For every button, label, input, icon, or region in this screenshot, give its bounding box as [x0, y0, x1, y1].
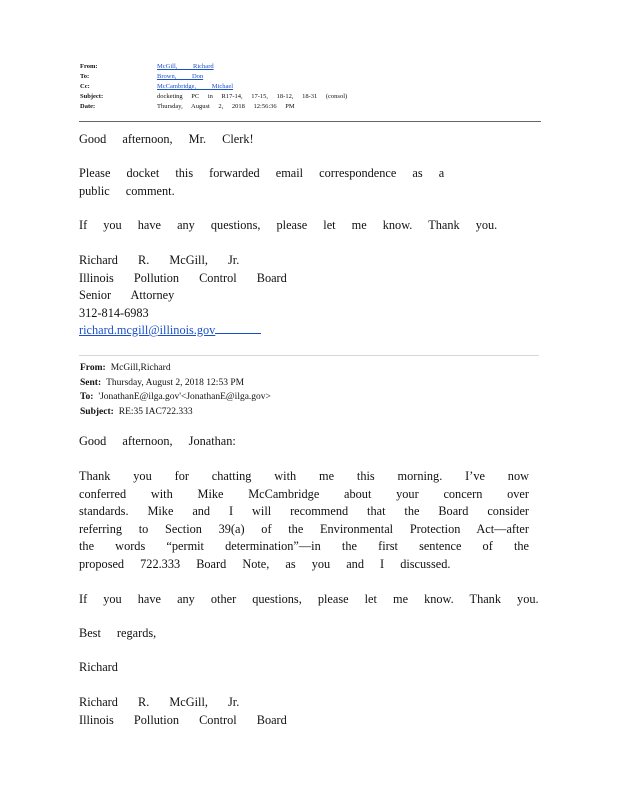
header-divider: [79, 121, 541, 122]
forwarded-header: [80, 361, 540, 419]
header-date-value: Thursday, August 2, 2018 12:56:36 PM: [157, 103, 295, 110]
closing-name: Richard: [79, 660, 118, 674]
header-to-row: [80, 72, 540, 82]
header-cc-value[interactable]: McCambridge, Michael: [157, 83, 234, 90]
signature-org: Illinois Pollution Control Board: [79, 270, 287, 285]
forwarded-to-value: 'JonathanE@ilga.gov'<JonathanE@ilga.gov>: [98, 392, 271, 402]
header-subject-label: Subject:: [80, 93, 104, 100]
body-paragraph-1: Please docket this forwarded email correspondence as a public comment.: [79, 166, 445, 198]
header-subject-value: docketing PC in R17-14, 17-15, 18-12, 18-31 (consol): [157, 93, 348, 100]
signature-name: Richard R. McGill, Jr.: [79, 253, 240, 267]
header-cc-label: Cc:: [80, 83, 90, 90]
header-subject-row: [80, 92, 540, 102]
header-to-label: To:: [80, 73, 90, 80]
signature-phone: 312-814-6983: [79, 305, 149, 320]
body-paragraph-2: If you have any questions, please let me know. Thank you.: [79, 218, 498, 232]
email-header: [80, 62, 540, 112]
forwarded-subject-row: [80, 405, 540, 420]
closing: Best regards,: [79, 626, 157, 640]
greeting-2: Good afternoon, Jonathan:: [79, 434, 236, 448]
forwarded-from-value: McGill,Richard: [110, 363, 171, 373]
body-paragraph-3: Thank you for chatting with me this morning. I’ve now conferred with Mike McCambridge about your concern over standards. Mike and I will recommend that the Board consider referring to Section 39(a) of the Environmental Protection Act—after the words “permit determination”—in the first sentence of the proposed 722.333 Board Note, as you and I discussed.: [79, 469, 529, 571]
header-cc-row: [80, 82, 540, 92]
forwarded-to-label: To:: [80, 392, 94, 402]
forwarded-from-row: [80, 361, 540, 376]
signature-2-org: Illinois Pollution Control Board: [79, 712, 287, 727]
header-from-row: [80, 62, 540, 72]
header-date-row: [80, 102, 540, 112]
signature-email-link[interactable]: richard.mcgill@illinois.gov: [79, 323, 216, 337]
signature-title: Senior Attorney: [79, 288, 175, 302]
forwarded-sent-row: [80, 376, 540, 391]
forwarded-subject-value: RE:35 IAC722.333: [118, 406, 193, 417]
header-from-label: From:: [80, 63, 98, 70]
signature-2-name: Richard R. McGill, Jr.: [79, 695, 240, 709]
signature-email-row: [79, 322, 539, 340]
signature-block-2: [79, 694, 539, 729]
greeting: Good afternoon, Mr. Clerk!: [79, 132, 254, 146]
forwarded-sent-label: Sent:: [80, 377, 102, 388]
forwarded-subject-label: Subject:: [80, 406, 114, 417]
forwarded-sent-value: Thursday, August 2, 2018 12:53 PM: [106, 377, 245, 388]
header-to-value[interactable]: Brown, Don: [157, 73, 204, 80]
email-link-underline: [215, 322, 261, 334]
header-date-label: Date:: [80, 103, 96, 110]
forwarded-to-row: [80, 390, 540, 405]
forwarded-from-label: From:: [80, 363, 106, 373]
body-paragraph-4: If you have any other questions, please let me know. Thank you.: [79, 592, 539, 606]
forwarded-divider: [79, 355, 539, 356]
header-from-value[interactable]: McGill, Richard: [157, 63, 214, 70]
signature-block-1: [79, 252, 539, 340]
